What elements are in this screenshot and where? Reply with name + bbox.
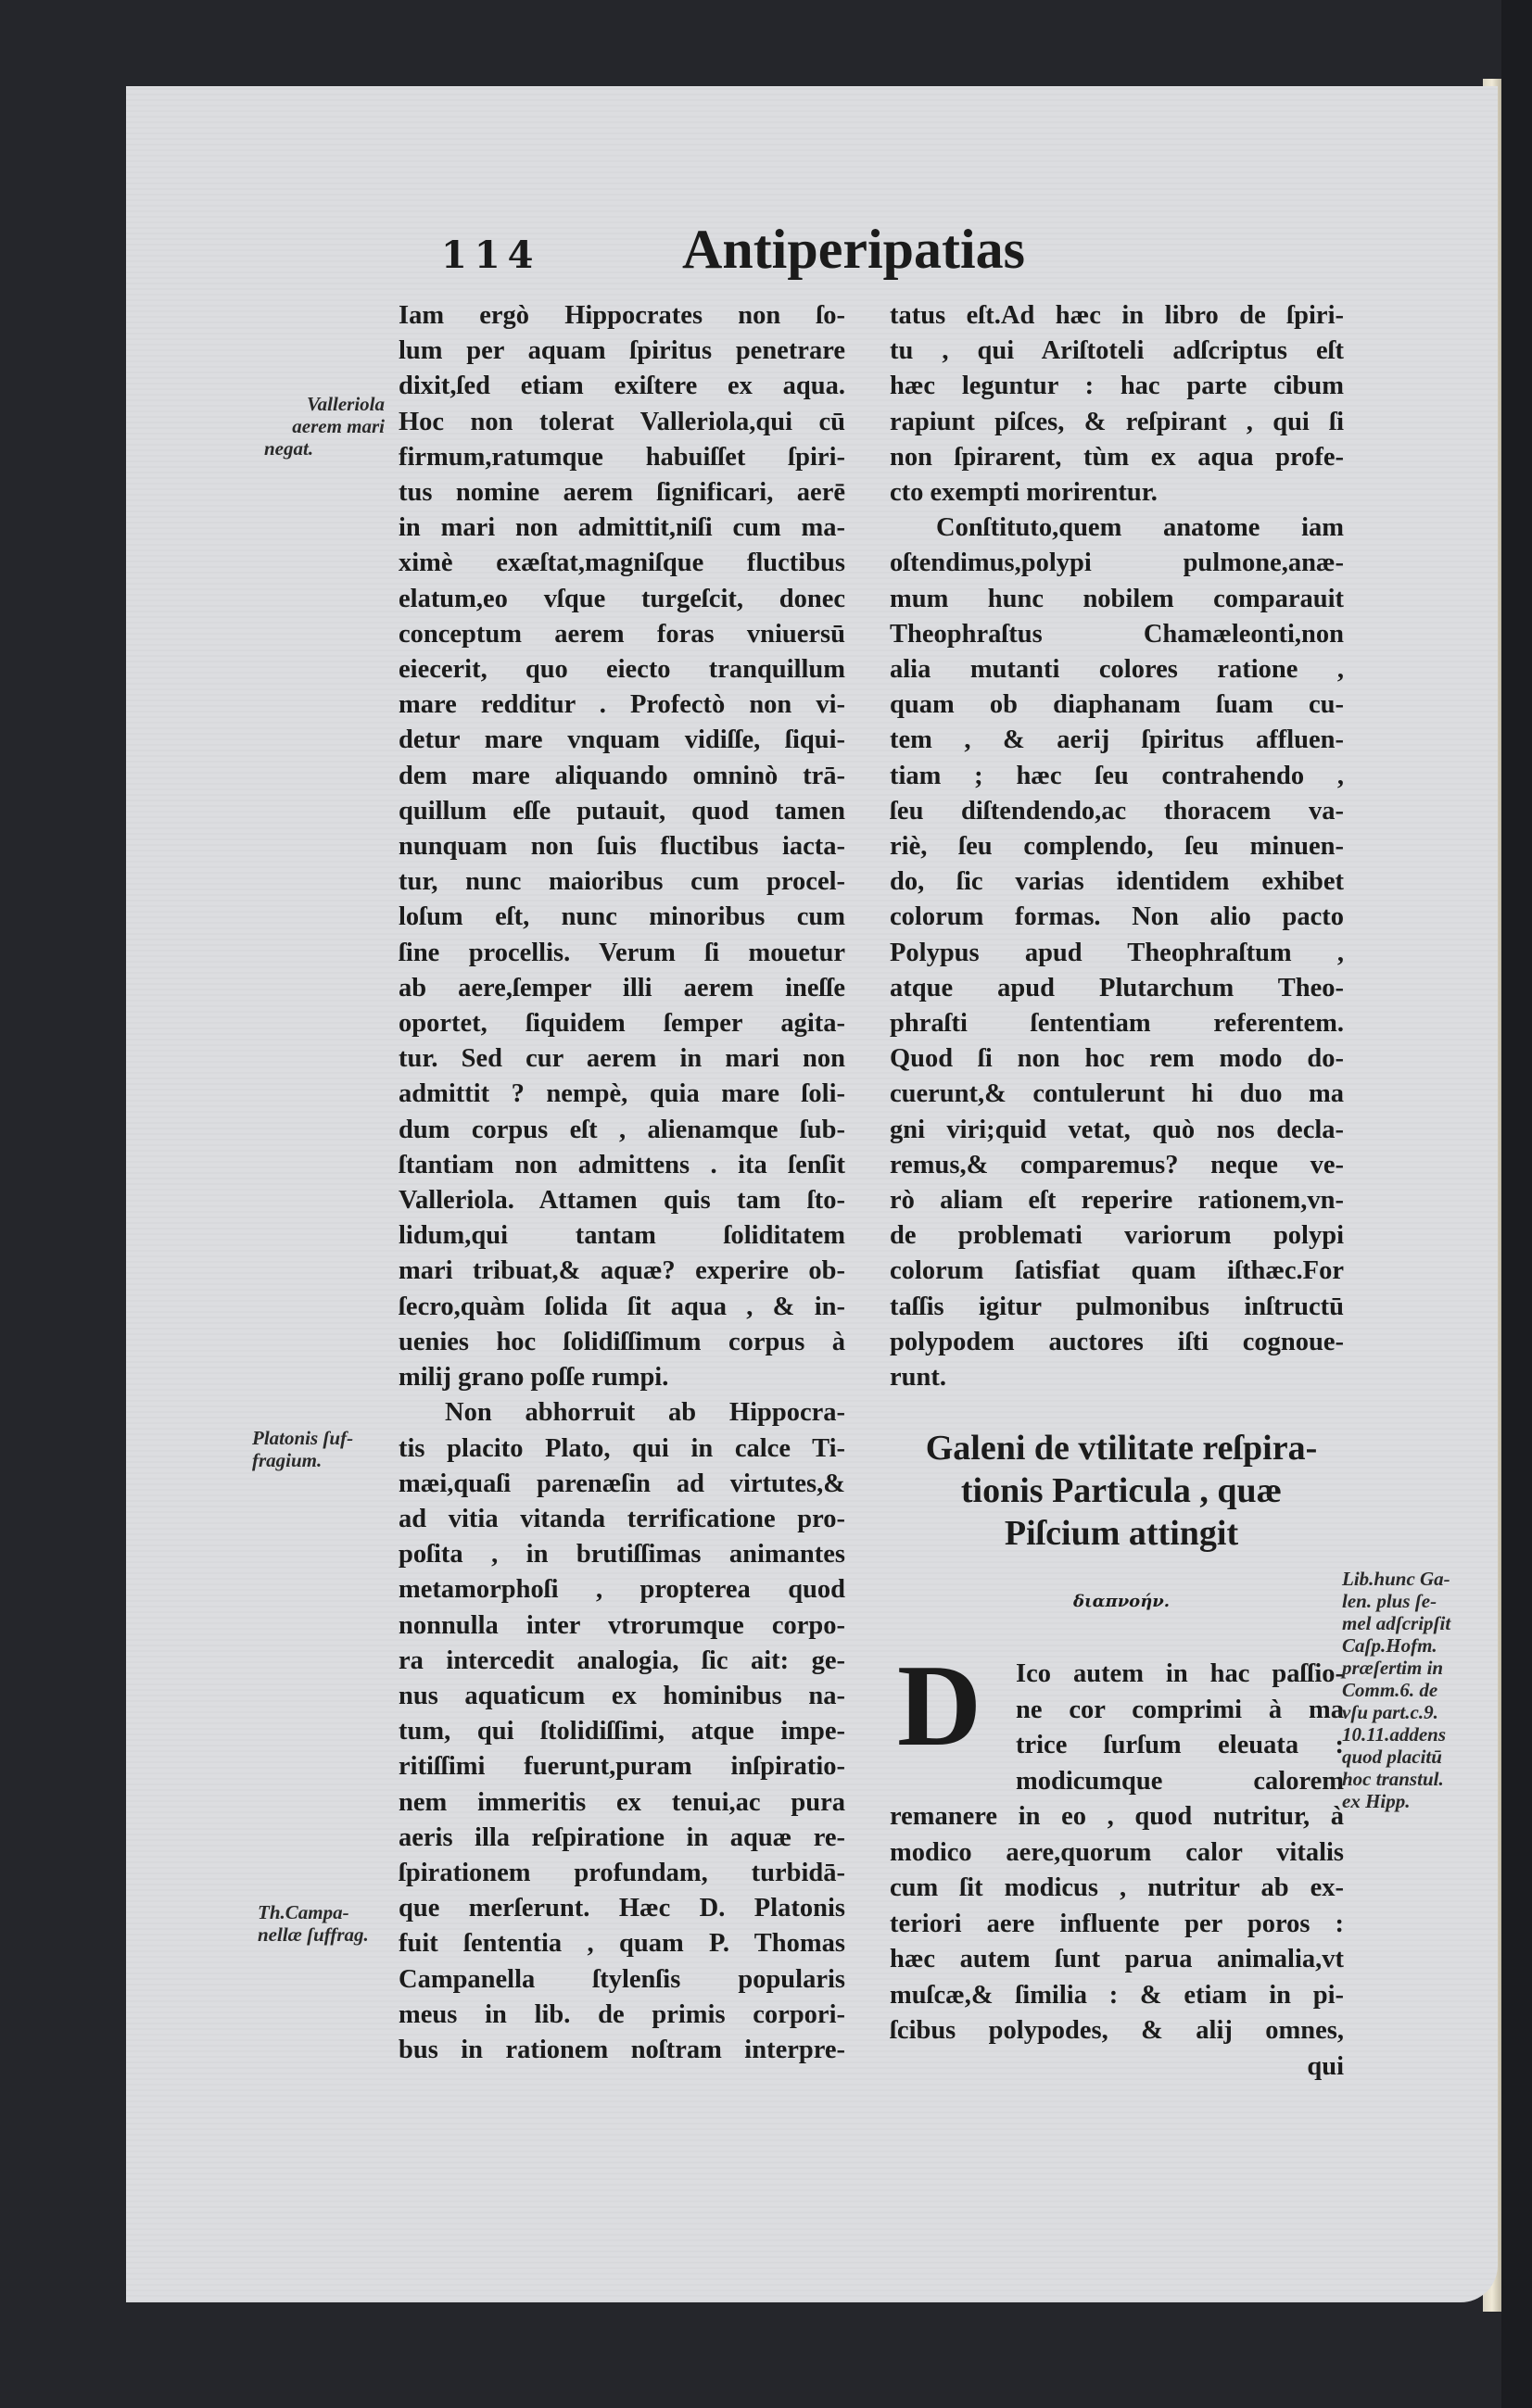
text-line: conceptum aerem foras vniuersū <box>399 619 845 649</box>
margin-note-line: len. plus ſe- <box>1342 1590 1437 1612</box>
text-line: ſeu diſtendendo,ac thoracem va- <box>890 796 1344 826</box>
text-line: oportet, ſiquidem ſemper agita- <box>399 1009 845 1039</box>
text-line: trice ſurſum eleuata : <box>1016 1731 1344 1759</box>
text-line: uenies hoc ſolidiſſimum corpus à <box>399 1327 845 1356</box>
text-line: nem immeritis ex tenui,ac pura <box>399 1787 845 1817</box>
text-line: fuit ſententia , quam P. Thomas <box>399 1929 845 1959</box>
text-line: runt. <box>890 1363 946 1393</box>
margin-note-line: nellæ ſuffrag. <box>258 1923 369 1946</box>
text-line: teriori aere influente per poros : <box>890 1909 1344 1938</box>
text-line: remanere in eo , quod nutritur, à <box>890 1802 1344 1831</box>
text-line: ritiſſimi fuerunt,puram inſpiratio- <box>399 1752 845 1782</box>
text-line: oſtendimus,polypi pulmone,anæ- <box>890 548 1344 578</box>
text-line: modico aere,quorum calor vitalis <box>890 1837 1344 1867</box>
section-heading-line: tionis Particula , quæ <box>960 1471 1283 1510</box>
text-line: detur mare vnquam vidiſſe, ſiqui- <box>399 725 845 755</box>
text-line: cuerunt,& contulerunt hi duo ma <box>890 1079 1344 1109</box>
text-line: ra intercedit analogia, ſic ait: ge- <box>399 1645 845 1675</box>
text-line: in mari non admittit,niſi cum ma- <box>399 513 845 543</box>
margin-note-line: Valleriola <box>306 393 385 415</box>
text-line: ximè exæſtat,magniſque fluctibus <box>399 548 845 578</box>
margin-note-line: Th.Campa- <box>258 1901 349 1923</box>
text-line: admittit ? nempè, quia mare ſoli- <box>399 1079 845 1109</box>
text-line: meus in lib. de primis corpori- <box>399 1999 845 2029</box>
text-line: modicumque calorem <box>1016 1766 1344 1796</box>
text-line: ſpirationem profundam, turbidā- <box>399 1858 845 1887</box>
text-line: nus aquaticum ex hominibus na- <box>399 1681 845 1710</box>
text-line: bus in rationem noſtram interpre- <box>399 2035 845 2064</box>
text-line: tem , & aerij ſpiritus affluen- <box>890 725 1344 755</box>
text-line: metamorphoſi , propterea quod <box>399 1575 845 1605</box>
text-line: loſum eſt, nunc minoribus cum <box>399 902 845 932</box>
text-line: ſcibus polypodes, & alij omnes, <box>890 2016 1344 2045</box>
text-line: tur, nunc maioribus cum procel- <box>399 867 845 897</box>
margin-note-line: mel adſcripſit <box>1342 1612 1451 1634</box>
text-line: Theophraſtus Chamæleonti,non <box>890 619 1344 649</box>
text-line: dum corpus eſt , alienamque ſub- <box>399 1115 845 1144</box>
text-line: Valleriola. Attamen quis tam ſto- <box>399 1186 845 1216</box>
text-line: eiecerit, quo eiecto tranquillum <box>399 655 845 685</box>
text-line: quam ob diaphanam ſuam cu- <box>890 690 1344 720</box>
text-line: colorum formas. Non alio pacto <box>890 902 1344 932</box>
text-line: colorum ſatisfiat quam iſthæc.For <box>890 1256 1344 1286</box>
text-line: aeris illa reſpiratione in aquæ re- <box>399 1822 845 1852</box>
text-line: Hoc non tolerat Valleriola,qui cū <box>399 407 845 436</box>
text-line: elatum,eo vſque turgeſcit, donec <box>399 584 845 613</box>
text-line: polypodem auctores iſti cognoue- <box>890 1327 1344 1356</box>
text-line: Iam ergò Hippocrates non ſo- <box>399 301 845 330</box>
galen-passage <box>890 1642 1344 2085</box>
text-line: non ſpirarent, tùm ex aqua profe- <box>890 442 1344 472</box>
margin-note-line: 10.11.addens <box>1342 1723 1447 1746</box>
book-spine <box>1501 0 1532 2408</box>
margin-note-line: Caſp.Hofm. <box>1342 1634 1437 1657</box>
text-line: alia mutanti colores ratione , <box>890 655 1344 685</box>
text-line: ad vitia vitanda terrificatione pro- <box>399 1504 845 1533</box>
text-line: hæc autem ſunt parua animalia,vt <box>890 1945 1344 1973</box>
margin-note-line: Comm.6. de <box>1342 1679 1438 1701</box>
text-line: ſtantiam non admittens . ita ſenſit <box>399 1150 845 1179</box>
text-line: Polypus apud Theophraſtum , <box>890 938 1344 967</box>
section-heading-line: Galeni de vtilitate reſpira- <box>925 1429 1318 1468</box>
text-line: que merſerunt. Hæc D. Platonis <box>399 1894 845 1923</box>
margin-note-line: præſertim in <box>1342 1657 1444 1679</box>
text-line: de problemati variorum polypi <box>890 1221 1344 1251</box>
text-line: riè, ſeu complendo, ſeu minuen- <box>890 832 1344 862</box>
margin-note-valleriola <box>264 393 385 460</box>
margin-note-galen <box>1342 1568 1481 1812</box>
section-heading <box>880 1427 1362 1555</box>
margin-note-line: fragium. <box>252 1449 323 1471</box>
margin-note-line: aerem mari <box>292 415 385 437</box>
text-line: do, ſic varias identidem exhibet <box>890 867 1344 897</box>
text-line: quillum eſſe putauit, quod tamen <box>399 796 845 826</box>
text-line: Conſtituto,quem anatome iam <box>936 513 1344 543</box>
text-line: muſcæ,& ſimilia : & etiam in pi- <box>890 1980 1344 2010</box>
text-line: tatus eſt.Ad hæc in libro de ſpiri- <box>890 301 1344 330</box>
text-line: mare redditur . Profectò non vi- <box>399 690 845 720</box>
text-line: poſita , in brutiſſimas animantes <box>399 1540 845 1570</box>
text-line: mari tribuat,& aquæ? experire ob- <box>399 1256 845 1286</box>
margin-note-line: quod placitū <box>1342 1746 1442 1768</box>
text-line: lum per aquam ſpiritus penetrare <box>399 336 845 366</box>
text-line: taſſis igitur pulmonibus inſtructū <box>890 1292 1344 1321</box>
text-line: Quod ſi non hoc rem modo do- <box>890 1044 1344 1074</box>
margin-note-line: negat. <box>264 437 314 460</box>
text-line: dem mare aliquando omninò trā- <box>399 761 845 790</box>
text-line: firmum,ratumque habuiſſet ſpiri- <box>399 442 845 472</box>
margin-note-platonis <box>252 1427 353 1471</box>
text-line: cto exempti morirentur. <box>890 478 1158 508</box>
text-line: tum, qui ſtolidiſſimi, atque impe- <box>399 1717 845 1746</box>
text-line: milij grano poſſe rumpi. <box>399 1363 669 1393</box>
text-line: dixit,ſed etiam exiſtere ex aqua. <box>399 372 845 401</box>
section-heading-line: Piſcium attingit <box>1004 1514 1239 1553</box>
left-column <box>399 298 845 2068</box>
text-line: hæc leguntur : hac parte cibum <box>890 372 1344 401</box>
margin-note-line: Lib.hunc Ga- <box>1342 1568 1450 1590</box>
margin-note-line: hoc transtul. <box>1342 1768 1444 1790</box>
text-line: nunquam non ſuis fluctibus iacta- <box>399 832 845 862</box>
text-line: rapiunt piſces, & reſpirant , qui ſi <box>890 407 1344 436</box>
text-line: mum hunc nobilem comparauit <box>890 584 1344 613</box>
text-line: lidum,qui tantam ſoliditatem <box>399 1221 845 1251</box>
text-line: tus nomine aerem ſignificari, aerē <box>399 478 845 508</box>
text-line: tis placito Plato, qui in calce Ti- <box>399 1433 845 1463</box>
margin-note-line: Platonis ſuf- <box>252 1427 354 1449</box>
running-head <box>441 218 1025 282</box>
text-line: ne cor comprimi à ma <box>1016 1695 1344 1724</box>
text-line: Non abhorruit ab Hippocra- <box>445 1398 845 1428</box>
text-line: ſecro,quàm ſolida ſit aqua , & in- <box>399 1292 845 1321</box>
text-line: tiam ; hæc ſeu contrahendo , <box>890 761 1344 790</box>
text-line: tu , qui Ariſtoteli adſcriptus eſt <box>890 336 1344 366</box>
text-line: atque apud Plutarchum Theo- <box>890 973 1344 1002</box>
text-line: Campanella ſtylenſis popularis <box>399 1964 845 1994</box>
catchword: qui <box>1307 2051 1344 2081</box>
text-line: tur. Sed cur aerem in mari non <box>399 1044 845 1074</box>
running-title: Antiperipatias <box>682 219 1026 280</box>
text-line: rò aliam eſt reperire rationem,vn- <box>890 1186 1344 1216</box>
right-column <box>890 298 1344 1395</box>
drop-cap: D <box>897 1642 981 1771</box>
text-line: phraſti ſententiam referentem. <box>890 1009 1344 1039</box>
text-line: Ico autem in hac paſſio- <box>1016 1659 1344 1688</box>
greek-word: διαπνοήν. <box>1072 1592 1171 1611</box>
text-line: cum ſit modicus , nutritur ab ex- <box>890 1873 1344 1902</box>
margin-note-line: ex Hipp. <box>1342 1790 1411 1812</box>
margin-note-campanella <box>258 1901 369 1946</box>
text-line: ab aere,ſemper illi aerem ineſſe <box>399 973 845 1002</box>
text-line: nonnulla inter vtrorumque corpo- <box>399 1610 845 1640</box>
page-number: 114 <box>441 233 541 277</box>
margin-note-line: vſu part.c.9. <box>1342 1701 1438 1723</box>
text-line: ſine procellis. Verum ſi mouetur <box>399 938 845 967</box>
text-line: remus,& comparemus? neque ve- <box>890 1150 1344 1179</box>
text-line: gni viri;quid vetat, quò nos decla- <box>890 1115 1344 1144</box>
text-line: mæi,quaſi parenæſin ad virtutes,& <box>399 1469 845 1498</box>
